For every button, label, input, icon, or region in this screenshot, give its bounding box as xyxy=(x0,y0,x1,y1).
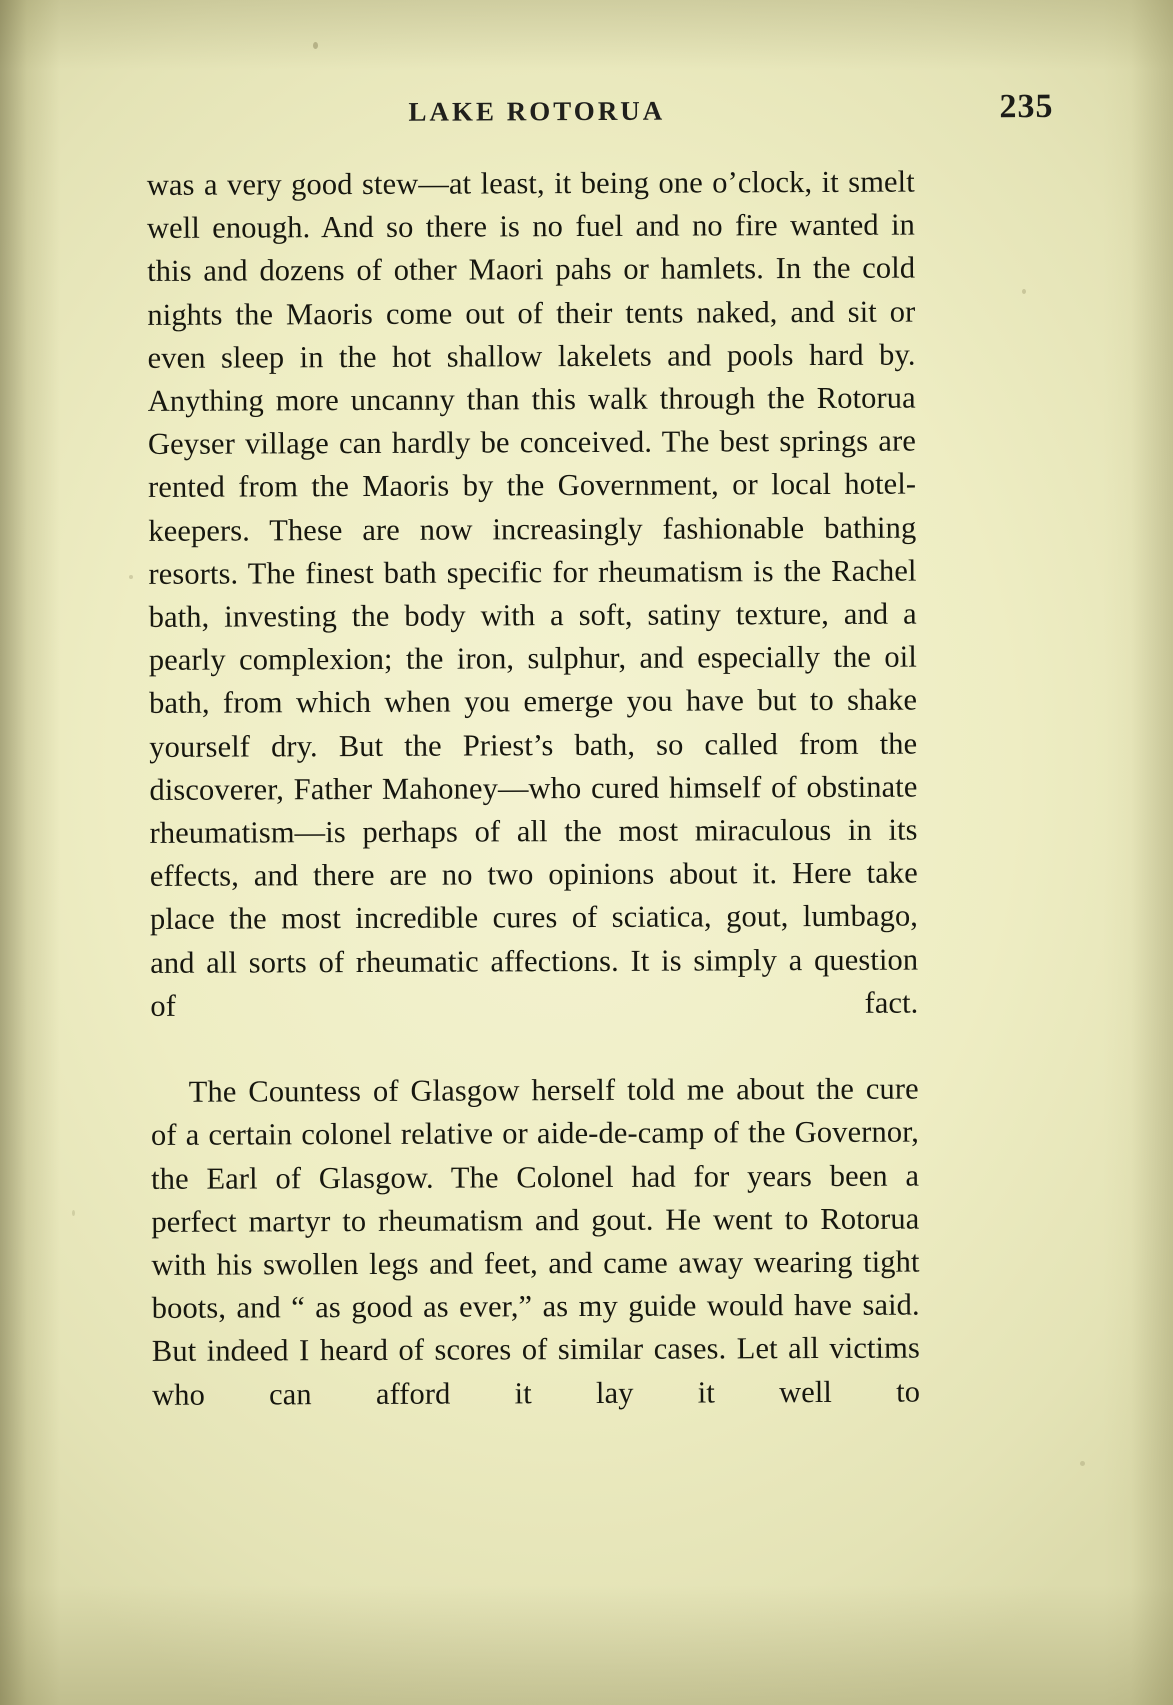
paper-speck xyxy=(1022,289,1026,294)
page-gutter-shading xyxy=(0,0,60,1705)
body-text xyxy=(147,161,921,1460)
paragraph: was a very good stew—at least, it being one o’clock, it smelt well enough. And so there is no fuel and no fire wanted in this and dozens of other Maori pahs or hamlets. In the cold nights the Maoris come out of their tents naked, and sit or even sleep in the hot shallow lakelets and pools hard by. Anything more uncanny than this walk through the Rotorua Geyser village can hardly be conceived. The best springs are rented from the Maoris by the Government, or local hotel-keepers. These are now increasingly fashionable bathing resorts. The finest bath specific for rheumatism is the Rachel bath, investing the body with a soft, satiny texture, and a pearly complexion; the iron, sulphur, and especially the oil bath, from which when you emerge you have but to shake yourself dry. But the Priest’s bath, so called from the discoverer, Father Mahoney—who cured himself of obstinate rheumatism—is perhaps of all the most miraculous in its effects, and there are no two opinions about it. Here take place the most incredible cures of sciatica, gout, lumbago, and all sorts of rheumatic affections. It is simply a question of fact. xyxy=(146,164,919,1023)
page-right-shading xyxy=(1103,0,1173,1705)
paper-speck xyxy=(129,575,133,579)
paper-speck xyxy=(72,1210,75,1216)
page-header xyxy=(140,87,1054,138)
page-bottom-shading xyxy=(0,1585,1173,1705)
paragraph: The Countess of Glasgow herself told me about the cure of a certain colonel relative or aide-de-camp of the Governor, the Earl of Glasgow. The Colonel had for years been a perfect martyr to rheumatism and gout. He went to Rotorua with his swollen legs and feet, and came away wearing tight boots, and “ as good as ever,” as my guide would have said. But indeed I heard of scores of similar cases. Let all victims who can afford it lay it well to xyxy=(150,1071,921,1412)
running-head: LAKE ROTORUA xyxy=(408,95,666,127)
page-top-shading xyxy=(0,0,1173,70)
paper-speck xyxy=(1080,1461,1085,1466)
paper-speck xyxy=(313,42,318,49)
page-number: 235 xyxy=(999,87,1054,126)
